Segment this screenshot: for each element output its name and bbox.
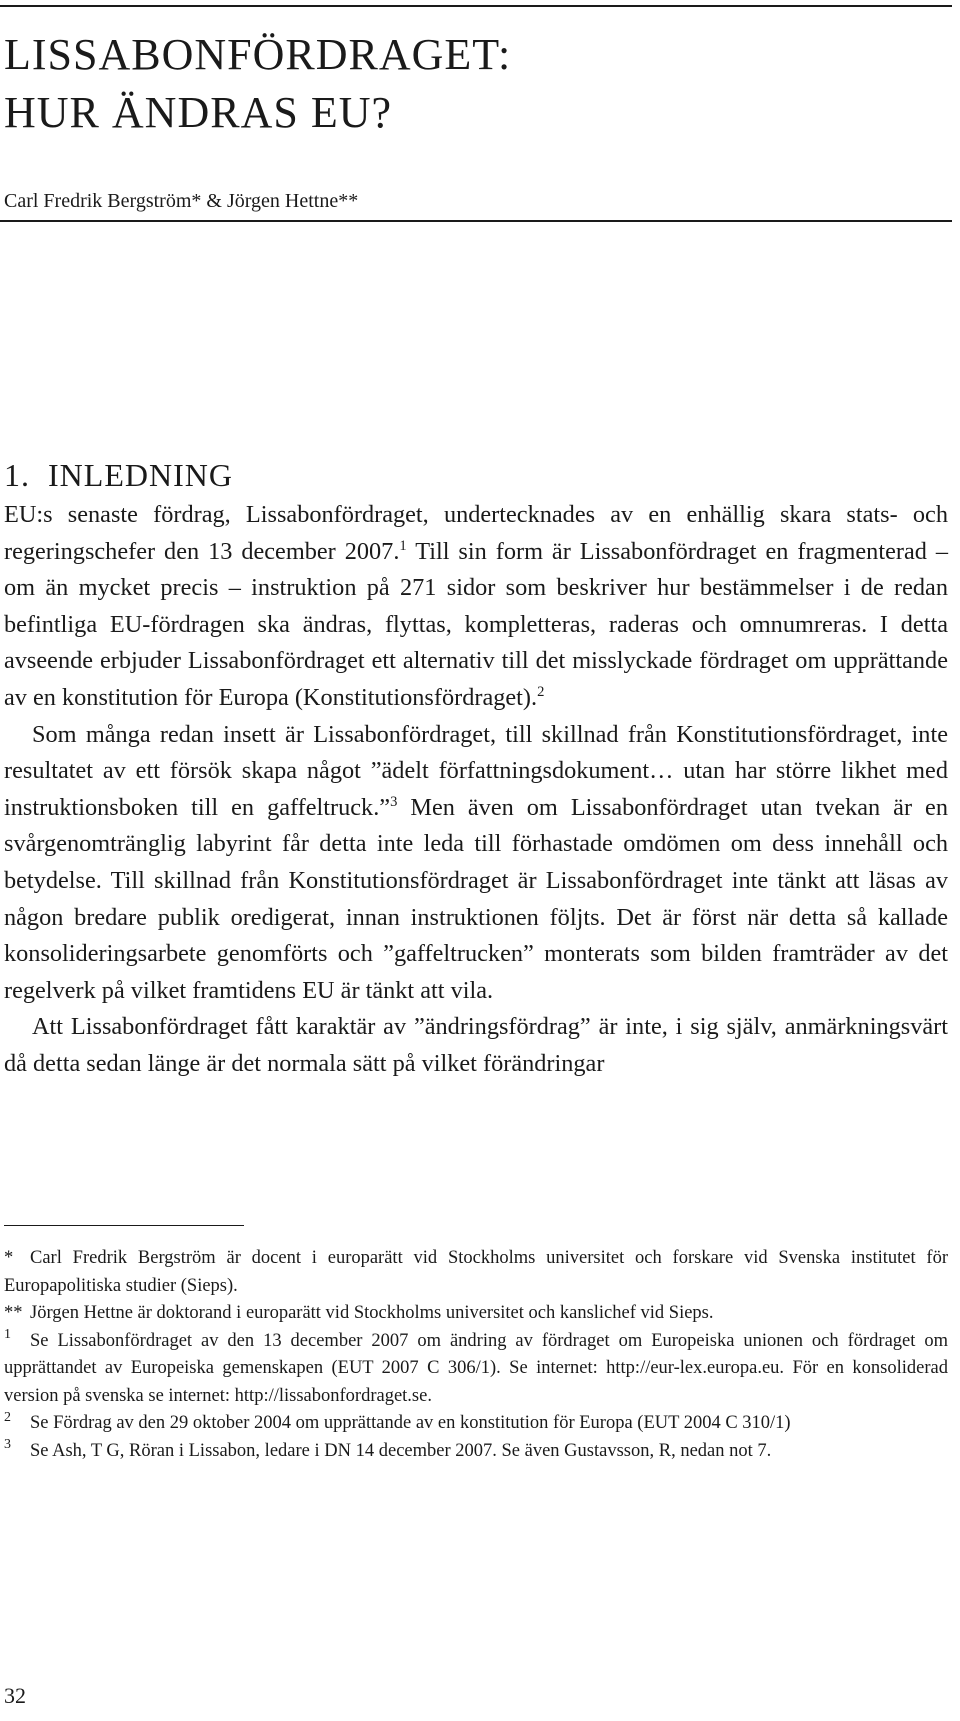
footnote-item: 1 Se Lissabonfördraget av den 13 december 2007 om ändring av fördraget om Europeiska unionen och fördraget om upprättandet av Europeiska gemenskapen (EUT 2007 C 306/1). Se internet: http://eur-lex.europa.eu. För en konsoliderad version på svenska se internet: http://lissabonfordraget.se. xyxy=(4,1327,948,1406)
paragraph-2-text-a: Som många redan insett är Lissabonfördraget, till skillnad från Konstitutionsfördraget, inte resultatet av ett försök skapa något ”ädelt författningsdokument… utan har större likhet med instruktionsboken till en gaffeltruck.” xyxy=(4,720,948,821)
footnote-item: 3 Se Ash, T G, Röran i Lissabon, ledare i DN 14 december 2007. Se även Gustavsson, R, nedan not 7. xyxy=(4,1437,772,1461)
footnote-rule xyxy=(4,1225,244,1226)
paragraph-1-text-a: EU:s senaste fördrag, Lissabonfördraget, undertecknades av en enhällig skara stats- och regeringschefer den 13 december 2007. xyxy=(4,501,948,565)
section-heading xyxy=(4,455,233,495)
footnote-mark: * xyxy=(4,1248,14,1268)
paragraph-3 xyxy=(4,1009,948,1082)
section-number: 1. xyxy=(4,457,30,493)
author-rule xyxy=(0,220,952,222)
footnote-text: Se Fördrag av den 29 oktober 2004 om upprättande av en konstitution för Europa (EUT 2004 C 310/1) xyxy=(30,1413,791,1433)
footnote-ref-3[interactable]: 3 xyxy=(390,793,398,810)
top-rule xyxy=(0,5,952,7)
footnote-item: 2 Se Fördrag av den 29 oktober 2004 om upprättande av en konstitution för Europa (EUT 2004 C 310/1) xyxy=(4,1409,791,1433)
footnote-text: Se Ash, T G, Röran i Lissabon, ledare i DN 14 december 2007. Se även Gustavsson, R, nedan not 7. xyxy=(30,1440,772,1461)
footnote-mark: ** xyxy=(4,1303,23,1323)
footnote-text: Jörgen Hettne är doktorand i europarätt vid Stockholms universitet och kanslichef vid Sieps. xyxy=(30,1303,714,1323)
footnote-ref-2[interactable]: 2 xyxy=(537,683,545,700)
author-line: Carl Fredrik Bergström* & Jörgen Hettne** xyxy=(4,190,359,212)
footnote-text: Carl Fredrik Bergström är docent i europarätt vid Stockholms universitet och forskare vid Svenska institutet för Europapolitiska studier (Sieps). xyxy=(4,1248,948,1296)
page-number: 32 xyxy=(4,1683,26,1708)
title-line-2: HUR ÄNDRAS EU? xyxy=(4,88,392,137)
paragraph-3-text: Att Lissabonfördraget fått karaktär av ”ändringsfördrag” är inte, i sig själv, anmärkningsvärt då detta sedan länge är det normala sätt på vilket förändringar xyxy=(4,1013,948,1077)
footnote-item xyxy=(4,1300,948,1328)
body-text xyxy=(4,497,948,1083)
footnote-item xyxy=(4,1245,948,1300)
section-title: INLEDNING xyxy=(48,457,233,493)
paragraph-1-text-b: Till sin form är Lissabonfördraget en fragmenterad – om än mycket precis – instruktion på 271 sidor som beskriver hur bestämmelser i de redan befintliga EU-fördragen ska ändras, flyttas, kompletteras, raderas och omnumreras. I detta avseende erbjuder Lissabonfördraget ett alternativ till det misslyckade fördraget om upprättande av en konstitution för Europa (Konstitutionsfördraget). xyxy=(4,537,948,711)
paragraph-2-text-b: Men även om Lissabonfördraget utan tvekan är en svårgenomtränglig labyrint får detta inte leda till förhastade omdömen om dess innehåll och betydelse. Till skillnad från Konstitutionsfördraget är Lissabonfördraget inte tänkt att läsas av någon bredare publik oredigerat, innan instruktionen följts. Det är först när detta så kallade konsolideringsarbete genomförts och ”gaffeltrucken” monterats som bilden framträder av det regelverk på vilket framtidens EU är tänkt att vila. xyxy=(4,793,948,1004)
footnote-ref-1[interactable]: 1 xyxy=(399,537,407,554)
paragraph-2 xyxy=(4,717,948,1010)
page-title xyxy=(4,26,511,142)
paragraph-1 xyxy=(4,497,948,717)
footnote-text: Se Lissabonfördraget av den 13 december 2007 om ändring av fördraget om Europeiska unionen och fördraget om upprättandet av Europeiska gemenskapen (EUT 2007 C 306/1). Se internet: http://eur-lex.europa.eu. För en konsoliderad version på svenska se internet: http://lissabonfordraget.se. xyxy=(4,1330,948,1406)
footnotes xyxy=(4,1245,948,1465)
title-line-1: LISSABONFÖRDRAGET: xyxy=(4,30,512,79)
